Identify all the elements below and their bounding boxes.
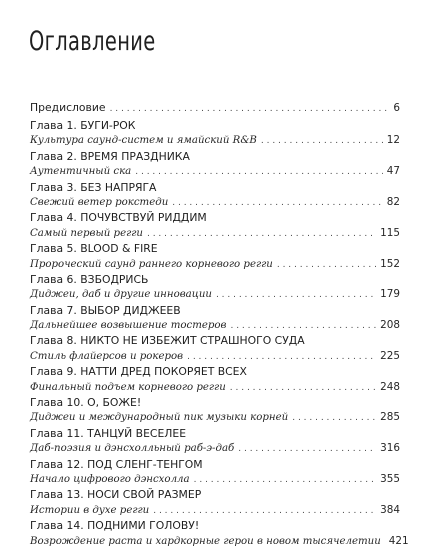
toc-page-number: 355 <box>380 472 400 485</box>
leader-dots <box>261 134 383 149</box>
toc-page-number: 12 <box>386 134 400 147</box>
leader-dots <box>230 381 376 396</box>
chapter-subtitle: Свежий ветер рокстеди <box>30 196 169 208</box>
toc-chapter-heading[interactable] <box>30 118 400 133</box>
toc-chapter-subtitle-row[interactable] <box>30 287 400 302</box>
leader-dots <box>110 102 390 117</box>
chapter-title: Глава 5. BLOOD & FIRE <box>30 242 158 256</box>
page-title: Оглавление <box>29 26 156 57</box>
leader-dots <box>187 350 376 365</box>
leader-dots <box>147 227 376 242</box>
chapter-subtitle: Финальный подъем корневого регги <box>30 381 226 393</box>
toc-chapter-subtitle-row[interactable] <box>30 441 400 456</box>
chapter-subtitle: Истории в духе регги <box>30 504 150 516</box>
toc-chapter-subtitle-row[interactable] <box>30 534 409 549</box>
toc-chapter-heading[interactable] <box>30 333 400 348</box>
chapter-subtitle: Культура саунд-систем и ямайский R&B <box>30 135 257 147</box>
chapter-title: Глава 2. ВРЕМЯ ПРАЗДНИКА <box>30 149 190 163</box>
toc-chapter-heading[interactable] <box>30 303 400 318</box>
leader-dots <box>135 165 383 180</box>
chapter-subtitle: Пророческий саунд раннего корневого регги <box>30 258 273 270</box>
chapter-title: Глава 14. ПОДНИМИ ГОЛОВУ! <box>30 519 200 533</box>
toc-page-number: 316 <box>380 442 400 455</box>
toc-chapter-subtitle-row[interactable] <box>30 318 400 333</box>
chapter-list <box>30 118 409 549</box>
toc-chapter-heading[interactable] <box>30 149 400 164</box>
toc-chapter-subtitle-row[interactable] <box>30 164 400 179</box>
toc-chapter-subtitle-row[interactable] <box>30 195 400 210</box>
chapter-title: Глава 11. ТАНЦУЙ ВЕСЕЛЕЕ <box>30 426 187 440</box>
chapter-subtitle: Диджеи, даб и другие инновации <box>30 289 212 301</box>
chapter-subtitle: Самый первый регги <box>30 227 143 239</box>
toc-page-number: 6 <box>393 102 400 114</box>
toc-chapter-subtitle-row[interactable] <box>30 503 400 518</box>
toc-page-number: 82 <box>386 195 400 208</box>
chapter-subtitle: Дальнейшее возвышение тостеров <box>30 320 227 332</box>
chapter-title: Глава 12. ПОД СЛЕНГ-ТЕНГОМ <box>30 457 203 471</box>
leader-dots <box>230 319 376 334</box>
toc-preface[interactable] <box>30 100 400 115</box>
toc-chapter-heading[interactable] <box>30 487 400 502</box>
toc-chapter-subtitle-row[interactable] <box>30 226 400 241</box>
chapter-title: Глава 4. ПОЧУВСТВУЙ РИДДИМ <box>30 211 207 225</box>
chapter-title: Глава 9. НАТТИ ДРЕД ПОКОРЯЕТ ВСЕХ <box>30 365 247 379</box>
toc-preface-label: Предисловие <box>30 101 106 114</box>
leader-dots <box>172 196 383 211</box>
toc-page-number: 115 <box>380 226 400 239</box>
leader-dots <box>153 504 376 519</box>
toc-page-number: 208 <box>380 319 400 332</box>
toc-page-number: 248 <box>380 380 400 393</box>
leader-dots <box>277 258 376 273</box>
toc-chapter-heading[interactable] <box>30 210 400 225</box>
toc-page-number: 152 <box>380 257 400 270</box>
toc-chapter-subtitle-row[interactable] <box>30 410 400 425</box>
toc-chapter-subtitle-row[interactable] <box>30 133 400 148</box>
toc-page-number: 421 <box>388 534 409 547</box>
toc-chapter-heading[interactable] <box>30 457 400 472</box>
chapter-title: Глава 10. О, БОЖЕ! <box>30 396 142 410</box>
chapter-title: Глава 13. НОСИ СВОЙ РАЗМЕР <box>30 488 202 502</box>
chapter-subtitle: Начало цифрового дэнсхолла <box>30 473 190 485</box>
toc-chapter-heading[interactable] <box>30 426 400 441</box>
chapter-subtitle: Диджеи и международный пик музыки корней <box>30 412 289 424</box>
toc-page-number: 384 <box>380 503 400 516</box>
toc-chapter-subtitle-row[interactable] <box>30 380 400 395</box>
toc-page-number: 225 <box>380 349 400 362</box>
toc-chapter-heading[interactable] <box>30 180 400 195</box>
chapter-title: Глава 6. ВЗБОДРИСЬ <box>30 272 149 286</box>
table-of-contents <box>30 100 409 549</box>
leader-dots <box>238 442 376 457</box>
toc-page-number: 285 <box>380 411 400 424</box>
toc-chapter-heading[interactable] <box>30 518 400 533</box>
chapter-subtitle: Возрождение раста и хардкорные герои в новом тысячелетии <box>30 535 381 547</box>
toc-chapter-subtitle-row[interactable] <box>30 349 400 364</box>
chapter-subtitle: Даб-поэзия и дэнсхолльный раб-э-даб <box>30 443 235 455</box>
toc-chapter-heading[interactable] <box>30 241 400 256</box>
toc-chapter-subtitle-row[interactable] <box>30 472 400 487</box>
chapter-title: Глава 8. НИКТО НЕ ИЗБЕЖИТ СТРАШНОГО СУДА <box>30 334 305 348</box>
chapter-title: Глава 3. БЕЗ НАПРЯГА <box>30 180 157 194</box>
toc-chapter-heading[interactable] <box>30 272 400 287</box>
chapter-subtitle: Аутентичный ска <box>30 166 132 178</box>
leader-dots <box>194 473 377 488</box>
chapter-subtitle: Стиль флайерсов и рокеров <box>30 350 184 362</box>
chapter-title: Глава 1. БУГИ-РОК <box>30 118 136 132</box>
leader-dots <box>292 411 376 426</box>
toc-page-number: 179 <box>380 288 400 301</box>
leader-dots <box>216 288 376 303</box>
toc-chapter-heading[interactable] <box>30 364 400 379</box>
toc-chapter-heading[interactable] <box>30 395 400 410</box>
chapter-title: Глава 7. ВЫБОР ДИДЖЕЕВ <box>30 303 181 317</box>
toc-chapter-subtitle-row[interactable] <box>30 257 400 272</box>
toc-page-number: 47 <box>386 165 400 178</box>
